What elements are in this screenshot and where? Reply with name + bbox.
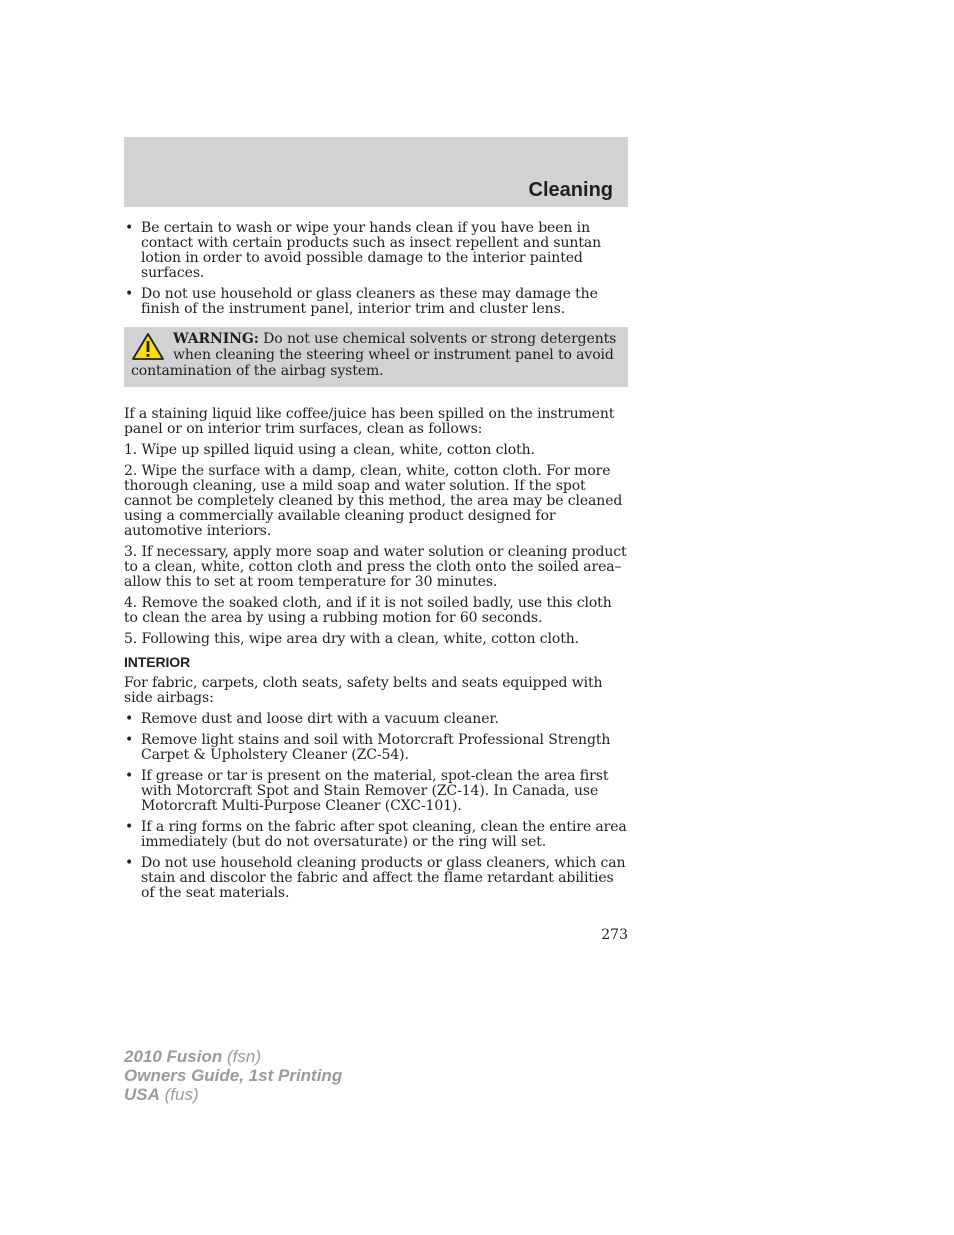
section-header-band <box>124 137 628 207</box>
list-item: • Be certain to wash or wipe your hands clean if you have been in contact with certain products such as insect repellent and suntan lotion in order to avoid possible damage to the interior painted surfaces. <box>124 221 628 281</box>
staining-intro: If a staining liquid like coffee/juice has been spilled on the instrument panel or on interior trim surfaces, clean as follows: <box>124 406 615 437</box>
top-bullet-list <box>124 221 628 317</box>
footer-model: 2010 Fusion <box>124 1047 223 1066</box>
footer-line-market <box>124 1085 342 1104</box>
section-title: Cleaning <box>528 179 613 201</box>
footer-guide-edition: Owners Guide, 1st Printing <box>124 1066 343 1085</box>
list-item: • If grease or tar is present on the material, spot-clean the area first with Motorcraft Spot and Stain Remover (ZC-14). In Canada, use Motorcraft Multi-Purpose Cleaner (CXC-101). <box>124 769 628 814</box>
list-item: • If a ring forms on the fabric after spot cleaning, clean the entire area immediately (but do not oversaturate) or the ring will set. <box>124 820 628 850</box>
warning-label: WARNING: <box>173 331 259 347</box>
footer-market: USA <box>124 1085 160 1104</box>
interior-bullet-list <box>124 712 628 901</box>
cleaning-step: 2. Wipe the surface with a damp, clean, white, cotton cloth. For more thorough cleaning, use a mild soap and water solution. If the spot cannot be completely cleaned by this method, the area may be cleaned using a commercially available cleaning product designed for automotive interiors. <box>124 463 623 539</box>
cleaning-step: 3. If necessary, apply more soap and water solution or cleaning product to a clean, white, cotton cloth and press the cloth onto the soiled area–allow this to set at room temperature for 30 minutes. <box>124 544 627 590</box>
cleaning-step: 4. Remove the soaked cloth, and if it is not soiled badly, use this cloth to clean the area by using a rubbing motion for 60 seconds. <box>124 595 612 626</box>
footer-model-code: (fsn) <box>222 1047 261 1066</box>
warning-triangle-icon <box>131 332 165 362</box>
page-content <box>124 221 628 907</box>
footer-line-model <box>124 1047 342 1066</box>
cleaning-step: 1. Wipe up spilled liquid using a clean, white, cotton cloth. <box>124 442 535 458</box>
page-number: 273 <box>601 927 628 943</box>
list-item: • Remove light stains and soil with Motorcraft Professional Strength Carpet & Upholstery Cleaner (ZC-54). <box>124 733 628 763</box>
list-item: • Remove dust and loose dirt with a vacuum cleaner. <box>124 712 628 727</box>
warning-box <box>124 327 628 387</box>
list-item: • Do not use household cleaning products or glass cleaners, which can stain and discolor the fabric and affect the flame retardant abilities of the seat materials. <box>124 856 628 901</box>
warning-text: Do not use chemical solvents or strong detergents when cleaning the steering wheel or instrument panel to avoid contamination of the airbag system. <box>131 331 617 379</box>
document-footer <box>124 1047 342 1104</box>
footer-market-code: (fus) <box>159 1085 199 1104</box>
interior-heading: INTERIOR <box>124 654 191 670</box>
interior-intro: For fabric, carpets, cloth seats, safety belts and seats equipped with side airbags: <box>124 675 603 706</box>
list-item: • Do not use household or glass cleaners as these may damage the finish of the instrument panel, interior trim and cluster lens. <box>124 287 628 317</box>
cleaning-step: 5. Following this, wipe area dry with a clean, white, cotton cloth. <box>124 631 580 647</box>
